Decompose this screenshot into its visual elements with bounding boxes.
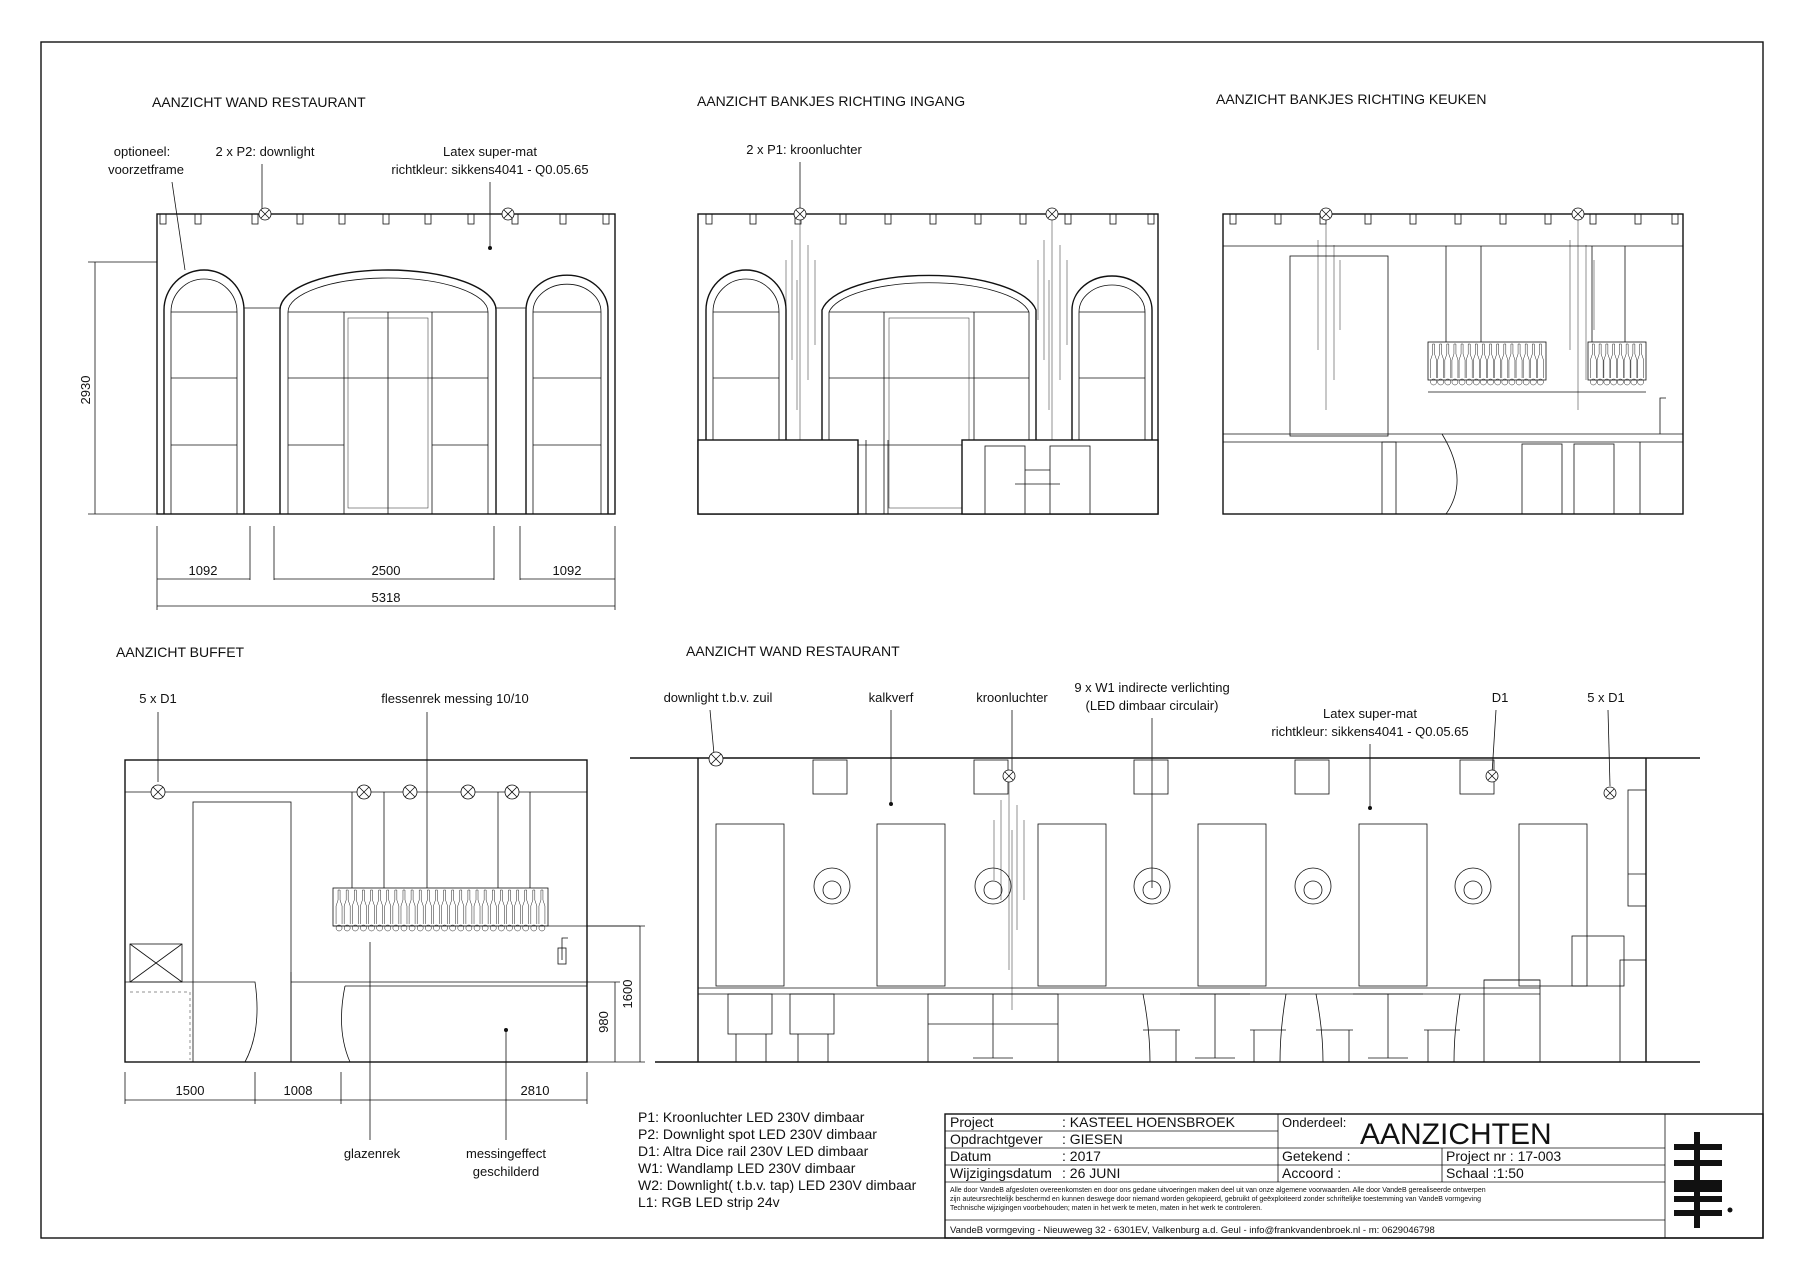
view4-counter-right [291, 972, 587, 1062]
view4-counter-left [125, 982, 257, 1062]
view5-chandelier-crystals [994, 782, 1024, 1010]
view3-chandelier-icon-1 [1320, 208, 1332, 220]
view-buffet [116, 644, 645, 1179]
view5-leaders [710, 710, 1610, 888]
tb-project-value: : KASTEEL HOENSBROEK [1062, 1114, 1235, 1130]
tb-projnr: Project nr : 17-003 [1446, 1148, 1562, 1164]
view5-note-color: richtkleur: sikkens4041 - Q0.05.65 [1271, 724, 1469, 739]
view5-note-w1-led: (LED dimbaar circulair) [1085, 698, 1219, 713]
view5-note-5xd1: 5 x D1 [1587, 690, 1625, 705]
view4-crate [130, 944, 182, 982]
view1-note-frame: voorzetframe [108, 162, 184, 177]
vandeb-logo [1674, 1132, 1733, 1228]
view5-chairs [728, 994, 1460, 1062]
view4-dim-1008: 1008 [283, 1083, 313, 1098]
view1-note-latex: Latex super-mat [443, 144, 537, 159]
view2-chandelier-icon-1 [794, 208, 806, 220]
view-wall-restaurant-top [78, 94, 615, 610]
view4-title: AANZICHT BUFFET [116, 644, 245, 660]
view-wall-restaurant-bottom [630, 643, 1700, 1062]
view2-chandelier-icon-2 [1046, 208, 1058, 220]
legend-item-w1: W1: Wandlamp LED 230V dimbaar [638, 1160, 856, 1176]
view5-title: AANZICHT WAND RESTAURANT [686, 643, 900, 659]
view5-d1-icon [1486, 770, 1498, 782]
legend [638, 1109, 917, 1210]
view1-dim-middle: 2500 [371, 563, 401, 578]
view3-bar [1223, 398, 1683, 514]
view4-dim-2810: 2810 [520, 1083, 550, 1098]
view5-note-lime: kalkverf [868, 690, 914, 705]
view1-crown-moulding [160, 214, 609, 224]
view-benches-kitchen [1216, 91, 1683, 514]
view5-chandelier-icon [1003, 770, 1015, 782]
view5-note-chandelier: kroonluchter [976, 690, 1048, 705]
view1-note-color: richtkleur: sikkens4041 - Q0.05.65 [391, 162, 589, 177]
tb-mod-value: : 26 JUNI [1062, 1165, 1121, 1181]
tb-client-label: Opdrachtgever [950, 1131, 1043, 1147]
view2-note-chandelier: 2 x P1: kroonluchter [746, 142, 862, 157]
view5-wall-lamps [814, 868, 1491, 904]
view4-tap [558, 938, 568, 964]
tb-scale: Schaal :1:50 [1446, 1165, 1524, 1181]
tb-part-label: Onderdeel: [1282, 1115, 1347, 1130]
view1-wall-outline [157, 214, 615, 514]
view5-note-latex: Latex super-mat [1323, 706, 1417, 721]
title-block [945, 1114, 1763, 1238]
view1-title: AANZICHT WAND RESTAURANT [152, 94, 366, 110]
view1-dim-total: 5318 [371, 590, 401, 605]
tb-agree-label: Accoord : [1282, 1165, 1342, 1181]
tb-part-value: AANZICHTEN [1360, 1118, 1552, 1151]
view1-width-dimensions [157, 526, 615, 610]
view4-bottle-rack [333, 792, 640, 931]
view4-width-dimensions [125, 1072, 587, 1104]
view1-right-arch-window [526, 275, 608, 514]
view5-dot-lime [889, 802, 893, 806]
view4-note-d1: 5 x D1 [139, 691, 177, 706]
view5-wall-panels [716, 824, 1587, 986]
tb-date-value: : 2017 [1062, 1148, 1101, 1164]
tb-project-label: Project [950, 1114, 994, 1130]
tb-mod-label: Wijzigingsdatum [950, 1165, 1052, 1181]
view4-door [193, 802, 291, 1062]
view5-d1-icon-2 [1604, 787, 1616, 799]
view2-crown-moulding [706, 214, 1154, 224]
view5-note-d1: D1 [1491, 690, 1509, 705]
tb-drawn-label: Getekend : [1282, 1148, 1351, 1164]
view1-middle-arch-door [280, 270, 496, 514]
view5-kitchen-corner [1484, 790, 1646, 1062]
view3-title: AANZICHT BANKJES RICHTING KEUKEN [1216, 91, 1487, 107]
legend-item-l1: L1: RGB LED strip 24v [638, 1194, 780, 1210]
legend-item-d1: D1: Altra Dice rail 230V LED dimbaar [638, 1143, 869, 1159]
view4-note-brass-2: geschilderd [472, 1164, 540, 1179]
view1-note-downlight: 2 x P2: downlight [215, 144, 315, 159]
legend-item-p1: P1: Kroonluchter LED 230V dimbaar [638, 1109, 865, 1125]
legend-item-p2: P2: Downlight spot LED 230V dimbaar [638, 1126, 877, 1142]
view3-chandelier-crystals [1318, 220, 1594, 410]
view4-note-brass-1: messingeffect [466, 1146, 546, 1161]
view2-left-window [706, 270, 786, 440]
view1-dim-right: 1092 [552, 563, 582, 578]
view2-chandelier-crystals [786, 220, 1067, 440]
view-benches-entrance [697, 93, 1158, 514]
view1-dim-height: 2930 [78, 375, 93, 405]
tb-client-value: : GIESEN [1062, 1131, 1123, 1147]
view3-bottle-rack [1428, 246, 1646, 392]
view5-note-downlight: downlight t.b.v. zuil [663, 690, 773, 705]
tb-footer: VandeB vormgeving - Nieuweweg 32 - 6301EV, Valkenburg a.d. Geul - info@frankvandenbroek.nl - m: 0629046798 [950, 1225, 1435, 1236]
sheet-border [41, 42, 1763, 1238]
view1-dim-left: 1092 [188, 563, 218, 578]
view4-note-bottlerack: flessenrek messing 10/10 [381, 691, 529, 706]
view4-dim-1600: 1600 [620, 979, 635, 1009]
view1-height-dimension [78, 262, 157, 514]
view4-dim-980: 980 [596, 1011, 611, 1033]
view2-right-window [1072, 276, 1152, 440]
tb-date-label: Datum [950, 1148, 992, 1164]
view3-crown-moulding [1230, 214, 1678, 224]
view3-door [1290, 256, 1388, 436]
view5-upper-boxes [813, 760, 1494, 794]
view1-left-arch-window [164, 270, 244, 514]
view1-note-optional: optioneel: [113, 144, 171, 159]
view5-dot-latex [1368, 806, 1372, 810]
legend-item-w2: W2: Downlight( t.b.v. tap) LED 230V dimbaar [638, 1177, 917, 1193]
view4-wall-outline [125, 760, 587, 1062]
view4-note-glassrack: glazenrek [343, 1146, 401, 1161]
view1-leader-frame [172, 182, 185, 270]
view5-note-w1: 9 x W1 indirecte verlichting [1074, 680, 1230, 695]
tb-disclaimer-3: Technische wijzigingen voorbehouden; maten in het werk te meten, maten in het werk te controleren. [950, 1205, 1263, 1212]
tb-disclaimer-2: zijn auteursrechtelijk beschermd en kunnen deswege door niemand worden gekopieerd, gebruikt of geëxploiteerd zonder schriftelijke toestemming van VandeB vormgeving [950, 1196, 1482, 1203]
view1-downlight-icon [259, 208, 271, 220]
view4-dim-1500: 1500 [175, 1083, 205, 1098]
view3-chandelier-icon-2 [1572, 208, 1584, 220]
view1-downlight-icon-2 [502, 208, 514, 220]
view1-leader-dot [488, 246, 492, 250]
view2-title: AANZICHT BANKJES RICHTING INGANG [697, 93, 966, 109]
view4-height-dimensions [587, 926, 645, 1062]
view5-downlight-icon [709, 752, 723, 766]
tb-disclaimer-1: Alle door VandeB afgesloten overeenkomsten en door ons gedane uitvoeringen maken deel uit van onze algemene voorwaarden. Alle door VandeB gerealiseerde ontwerpen [950, 1187, 1486, 1194]
view2-bench [698, 440, 1158, 514]
